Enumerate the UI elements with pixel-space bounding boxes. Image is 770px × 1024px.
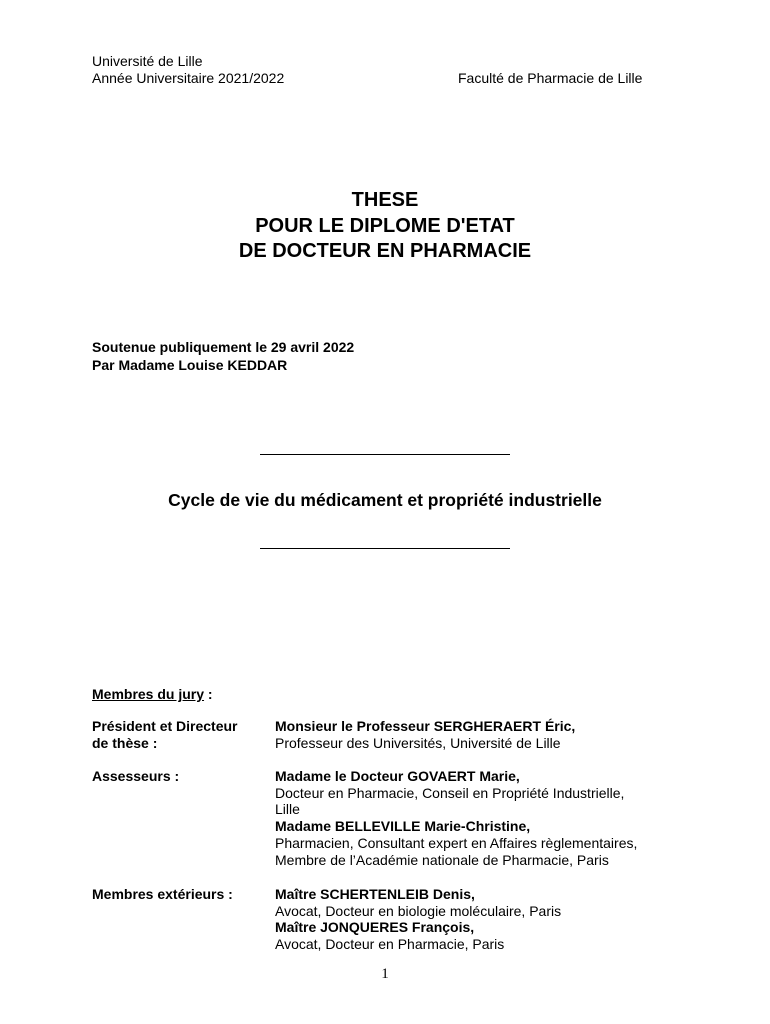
president-member xyxy=(275,718,575,751)
jury-heading xyxy=(92,685,213,703)
assessor-desc-line-1: Pharmacien, Consultant expert en Affaires règlementaires, xyxy=(275,834,638,851)
external-member-desc: Avocat, Docteur en Pharmacie, Paris xyxy=(275,936,505,953)
jury-heading-suffix: : xyxy=(204,686,213,702)
thesis-subject: Cycle de vie du médicament et propriété industrielle xyxy=(168,490,602,510)
university-name: Université de Lille xyxy=(92,53,203,69)
top-divider xyxy=(260,454,510,455)
thesis-title-line-3: DE DOCTEUR EN PHARMACIE xyxy=(238,240,532,262)
assessor-desc-line-2: Membre de l’Académie nationale de Pharmacie, Paris xyxy=(275,851,609,868)
president-label xyxy=(92,718,238,752)
jury-heading-label: Membres du jury xyxy=(92,686,205,702)
faculty-name: Faculté de Pharmacie de Lille xyxy=(458,70,643,86)
author-line: Par Madame Louise KEDDAR xyxy=(92,357,288,373)
external-member-desc: Avocat, Docteur en biologie moléculaire, Paris xyxy=(275,902,562,919)
president-name: Monsieur le Professeur SERGHERAERT Éric, xyxy=(275,718,576,734)
assessor-desc-line-2: Lille xyxy=(275,801,300,818)
page-number: 1 xyxy=(381,966,389,982)
external-members-list xyxy=(275,886,561,953)
assessors-label: Assesseurs : xyxy=(92,768,180,784)
assessor-desc-line-1: Docteur en Pharmacie, Conseil en Propriété Industrielle, xyxy=(275,784,625,801)
external-members-label: Membres extérieurs : xyxy=(92,886,233,902)
bottom-divider xyxy=(260,548,510,549)
assessor-name: Madame le Docteur GOVAERT Marie, xyxy=(275,768,520,784)
external-member-name: Maître JONQUERES François, xyxy=(275,919,475,936)
president-label-line-1: Président et Directeur xyxy=(92,718,238,734)
defense-date: Soutenue publiquement le 29 avril 2022 xyxy=(92,339,355,355)
assessor-name: Madame BELLEVILLE Marie-Christine, xyxy=(275,818,531,835)
assessors-list xyxy=(275,768,637,868)
president-desc: Professeur des Universités, Université de Lille xyxy=(275,734,561,751)
academic-year: Année Universitaire 2021/2022 xyxy=(92,70,285,86)
thesis-title-line-1: THESE xyxy=(351,189,419,211)
thesis-title-line-2: POUR LE DIPLOME D'ETAT xyxy=(255,215,515,237)
president-label-line-2: de thèse : xyxy=(92,735,158,751)
external-member-name: Maître SCHERTENLEIB Denis, xyxy=(275,886,475,902)
